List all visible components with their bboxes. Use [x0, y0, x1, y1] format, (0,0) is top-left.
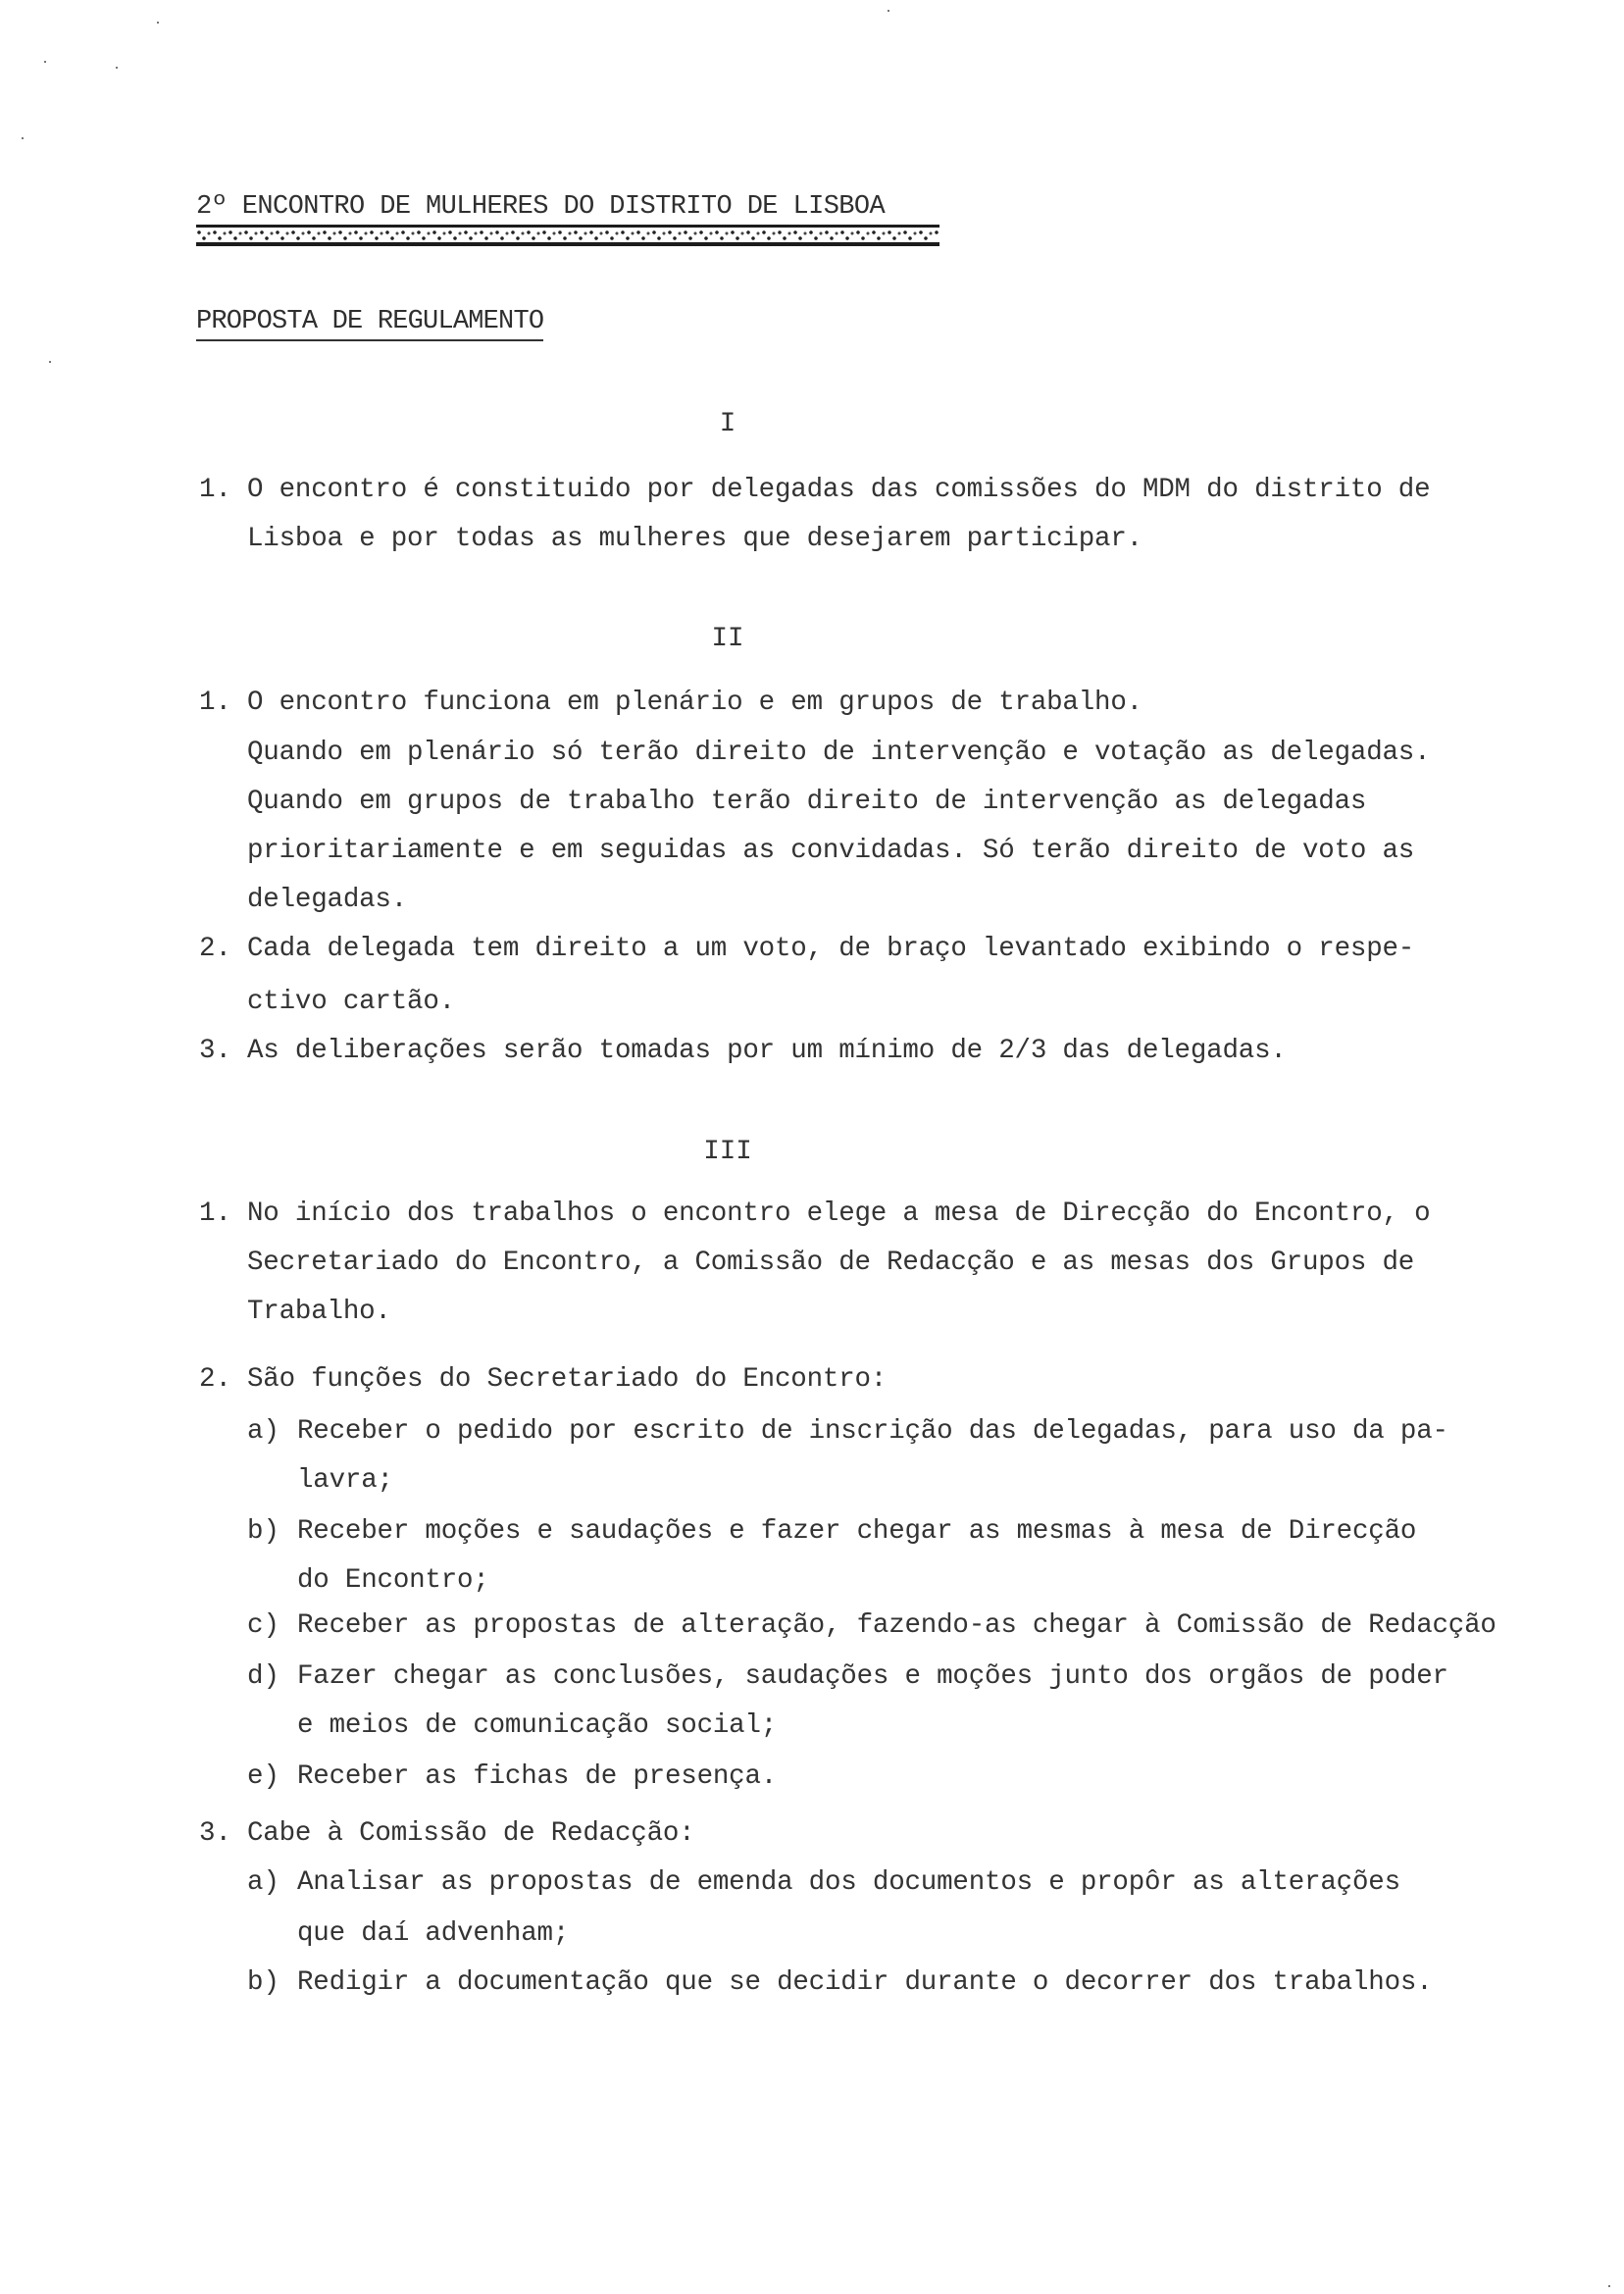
subitem-letter: c) — [247, 1610, 280, 1641]
item-number: 3. — [199, 1036, 232, 1066]
subitem-letter: b) — [247, 1967, 280, 1998]
scan-speck — [49, 361, 51, 363]
subitem-letter: b) — [247, 1516, 280, 1547]
ornamental-divider — [196, 225, 939, 246]
item-line: Secretariado do Encontro, a Comissão de Redacção e as mesas dos Grupos de — [247, 1248, 1415, 1278]
item-line: Quando em grupos de trabalho terão direito de intervenção as delegadas — [247, 787, 1367, 817]
item-line: delegadas. — [247, 885, 408, 915]
document-subtitle: PROPOSTA DE REGULAMENTO — [196, 307, 543, 341]
scan-speck — [44, 61, 46, 63]
subitem-line: Redigir a documentação que se decidir durante o decorrer dos trabalhos. — [297, 1967, 1433, 1998]
item-line: No início dos trabalhos o encontro elege a mesa de Direcção do Encontro, o — [247, 1198, 1431, 1229]
subitem-line: Receber moções e saudações e fazer chegar as mesmas à mesa de Direcção — [297, 1516, 1417, 1547]
subitem-line: do Encontro; — [297, 1565, 489, 1596]
item-line: Lisboa e por todas as mulheres que desejarem participar. — [247, 524, 1142, 554]
subitem-letter: e) — [247, 1761, 280, 1792]
subitem-line: que daí advenham; — [297, 1918, 570, 1949]
item-number: 2. — [199, 934, 232, 964]
scan-speck — [116, 67, 118, 69]
item-line: ctivo cartão. — [247, 987, 455, 1017]
item-line: O encontro é constituido por delegadas das comissões do MDM do distrito de — [247, 475, 1431, 505]
subitem-line: Receber as propostas de alteração, fazendo-as chegar à Comissão de Redacção — [297, 1610, 1497, 1641]
scan-speck — [22, 137, 24, 139]
section-heading-ii: II — [711, 624, 744, 654]
item-line: O encontro funciona em plenário e em grupos de trabalho. — [247, 688, 1142, 718]
item-number: 2. — [199, 1364, 232, 1395]
item-number: 1. — [199, 475, 232, 505]
item-line: Quando em plenário só terão direito de intervenção e votação as delegadas. — [247, 738, 1431, 768]
item-number: 1. — [199, 688, 232, 718]
section-heading-iii: III — [703, 1137, 752, 1167]
document-title: 2º ENCONTRO DE MULHERES DO DISTRITO DE LISBOA — [196, 192, 886, 222]
subitem-letter: a) — [247, 1416, 280, 1447]
subitem-line: Receber as fichas de presença. — [297, 1761, 778, 1792]
section-heading-i: I — [719, 409, 736, 439]
scan-speck — [1608, 2285, 1610, 2287]
subitem-line: Fazer chegar as conclusões, saudações e moções junto dos orgãos de poder — [297, 1661, 1448, 1692]
subitem-line: Receber o pedido por escrito de inscrição das delegadas, para uso da pa- — [297, 1416, 1448, 1447]
subitem-line: e meios de comunicação social; — [297, 1710, 778, 1741]
subitem-letter: d) — [247, 1661, 280, 1692]
item-number: 1. — [199, 1198, 232, 1229]
scan-speck — [888, 10, 889, 12]
item-line: Cabe à Comissão de Redacção: — [247, 1818, 695, 1849]
item-line: Trabalho. — [247, 1297, 391, 1327]
item-line: prioritariamente e em seguidas as convidadas. Só terão direito de voto as — [247, 836, 1415, 866]
subitem-letter: a) — [247, 1867, 280, 1898]
subitem-line: Analisar as propostas de emenda dos documentos e propôr as alterações — [297, 1867, 1400, 1898]
item-line: São funções do Secretariado do Encontro: — [247, 1364, 888, 1395]
item-line: As deliberações serão tomadas por um mínimo de 2/3 das delegadas. — [247, 1036, 1287, 1066]
item-line: Cada delegada tem direito a um voto, de braço levantado exibindo o respe- — [247, 934, 1415, 964]
scan-speck — [157, 22, 159, 24]
item-number: 3. — [199, 1818, 232, 1849]
subitem-line: lavra; — [297, 1465, 393, 1496]
